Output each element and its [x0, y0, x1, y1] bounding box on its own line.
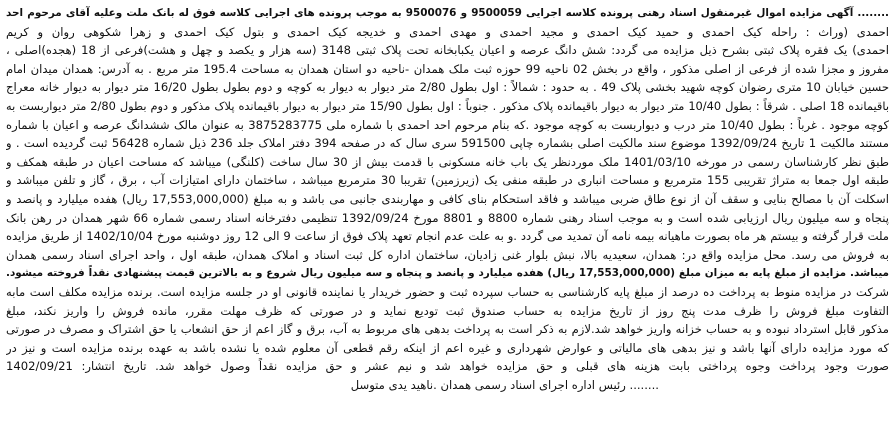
notice-line-15: میباشد. مزایده از مبلغ پایه به میزان مبلغ (17,553,000,000 ریال) هفده میلیارد و پانصد و پنجاه و سه میلیون ریال شروع و به بالاترین قیمت پیشنهادی نقداً فروخته میشود.: [6, 267, 889, 280]
notice-line-14: به فروش می رسد. محل مزایده واقع در: همدان، سعیدیه بالا، نبش بلوار غنی زادیان، ساختمان اداره کل ثبت اسناد و املاک همدان، طبقه اول ، واحد اجرای اسناد رسمی همدان: [6, 247, 889, 262]
notice-line-5: حسین خیابان 10 متری رضوان کوچه شهید بخشی پلاک 49 . به حدود : شمالاً : اول بطول 2/80 متر دیوار به دیوار به کوچه و دوم بطول بطول 16/20 متر دیوار به دیوار خانه معراج: [6, 80, 889, 95]
notice-line-4: مفروز و مجزا شده از فرعی از اصلی مذکور ، واقع در بخش 02 ناحیه 99 حوزه ثبت ملک همدان -ناحیه دو استان همدان به مساحت 195.4 متر مربع . به آدرس: همدان میدان امام: [6, 61, 889, 76]
notice-line-10: طبقه اول جمعا به متراژ تقریبی 155 مترمربع و مساحت انباری در طبقه منفی یک (زیرزمین) تقریبا 30 مترمربع میباشد ، ساختمان دارای امتیازات آب ، برق ، گاز و تلفن میباشد و: [6, 173, 889, 188]
notice-line-12: پنجاه و سه میلیون ریال ارزیابی شده است و به موجب اسناد رهنی شماره 8800 و 8801 مورخ 1392/09/24 تنظیمی دفترخانه اسناد رسمی شماره 66 شهر همدان در رهن بانک: [6, 210, 889, 225]
notice-line-8: مستند مالکیت 1 تاریخ 1392/09/24 موضوع سند مالکیت اصلی بشماره چاپی 591500 سری سال که در صفحه 394 دفتر املاک جلد 236 ذیل شماره 56428 ثبت گردیده است . و: [6, 136, 889, 151]
notice-line-17: التفاوت مبلغ فروش را ظرف مدت پنج روز از تاریخ مزایده به حساب صندوق ثبت تودیع نماید و در صورتی که ظرف مهلت مقرر، مانده فروش را واریز نکند، مبلغ: [6, 303, 889, 318]
notice-line-18: مذکور قابل استرداد نبوده و به حساب خزانه واریز خواهد شد.لازم به ذکر است به پرداخت بدهی های مربوط به آب، برق و گاز اعم از حق انشعاب یا حق اشتراک و مصرف در صورتی: [6, 322, 889, 337]
notice-line-1: ........ آگهی مزایده اموال غیرمنقول اسناد رهنی پرونده کلاسه اجرایی 9500059 و 9500076 به موجب پرونده های اجرایی کلاسه فوق له بانک ملت وعلیه آقای مرحوم احد: [6, 7, 889, 19]
notice-line-6: باقیمانده 18 اصلی . شرقاً : بطول 10/40 متر دیوار به دیوار باقیمانده پلاک مذکور . جنوباً : اول بطول 15/90 متر دیوار به دیوار باقیمانده پلاک مذکور و دوم بطول 2/80 متر دیواربست به: [6, 98, 889, 113]
notice-signature: ........ رئیس اداره اجرای اسناد رسمی همدان .ناهید یدی متوسل: [350, 377, 659, 392]
notice-line-20: صورت وجود پرداخت وجوه پرداختی بابت هزینه های قبلی و حق مزایده خواهد شد و نیم عشر و حق مزایده نقداً وصول خواهد شد. تاریخ انتشار: 1402/09/21: [6, 359, 889, 374]
notice-line-3: احمدی) یک فقره پلاک ثبتی بشرح ذیل مزایده می گردد: شش دانگ عرصه و اعیان یکبابخانه تحت پلاک ثبتی 3148 (سه هزار و یکصد و چهل و هشت)فرعی از 18 (هجده)اصلی ،: [6, 43, 889, 58]
notice-line-16: شرکت در مزایده منوط به پرداخت ده درصد از مبلغ پایه کارشناسی به حساب سپرده ثبت و حضور خریدار یا نماینده قانونی او در جلسه مزایده است. برنده مزایده مکلف است مابه: [6, 284, 889, 299]
notice-line-9: طبق نظر کارشناسان رسمی در مورخه 1401/03/10 ملک موردنظر یک باب خانه مسکونی با قدمت بیش از 30 سال ساخت (کلنگی) میباشد که مساحت اعیان در طبقه همکف و: [6, 154, 889, 169]
notice-line-19: که مورد مزایده دارای آنها باشد و نیز بدهی های مالیاتی و عوارض شهرداری و غیره اعم از اینکه رقم قطعی آن معلوم شده یا نشده باشد به عهده برنده مزایده است و نیز در: [6, 340, 889, 355]
notice-line-7: کوچه موجود . غرباً : بطول 10/40 متر درب و دیواربست به کوچه موجود .که بنام مرحوم احد احمدی با شماره ملی 3875283775 به عنوان مالک ششدانگ عرصه و اعیان با شماره: [6, 117, 889, 132]
notice-line-13: ملت قرار گرفته و بیستم هر ماه بصورت ماهیانه بیمه نامه آن تمدید می گردد .و به علت عدم انجام تعهد پلاک فوق از ساعت 9 الی 12 روز دوشنبه مورخ 1402/10/04 از طریق مزایده: [6, 229, 889, 244]
notice-line-2: احمدی (وراث : راحله کیک احمدی و حمید کیک احمدی و مجید احمدی و مهدی احمدی و خدیجه کیک احمدی و بتول کیک احمدی و زهرا شکوهی روان و کریم: [6, 24, 889, 39]
notice-line-11: اسکلت آن با مصالح بنایی و سقف آن از نوع طاق ضربی میباشد و فاقد استحکام بنای کافی و مهاربندی جانبی می باشد و به مبلغ (17,553,000,000 ریال) هفده میلیارد و پانصد و: [6, 191, 889, 206]
